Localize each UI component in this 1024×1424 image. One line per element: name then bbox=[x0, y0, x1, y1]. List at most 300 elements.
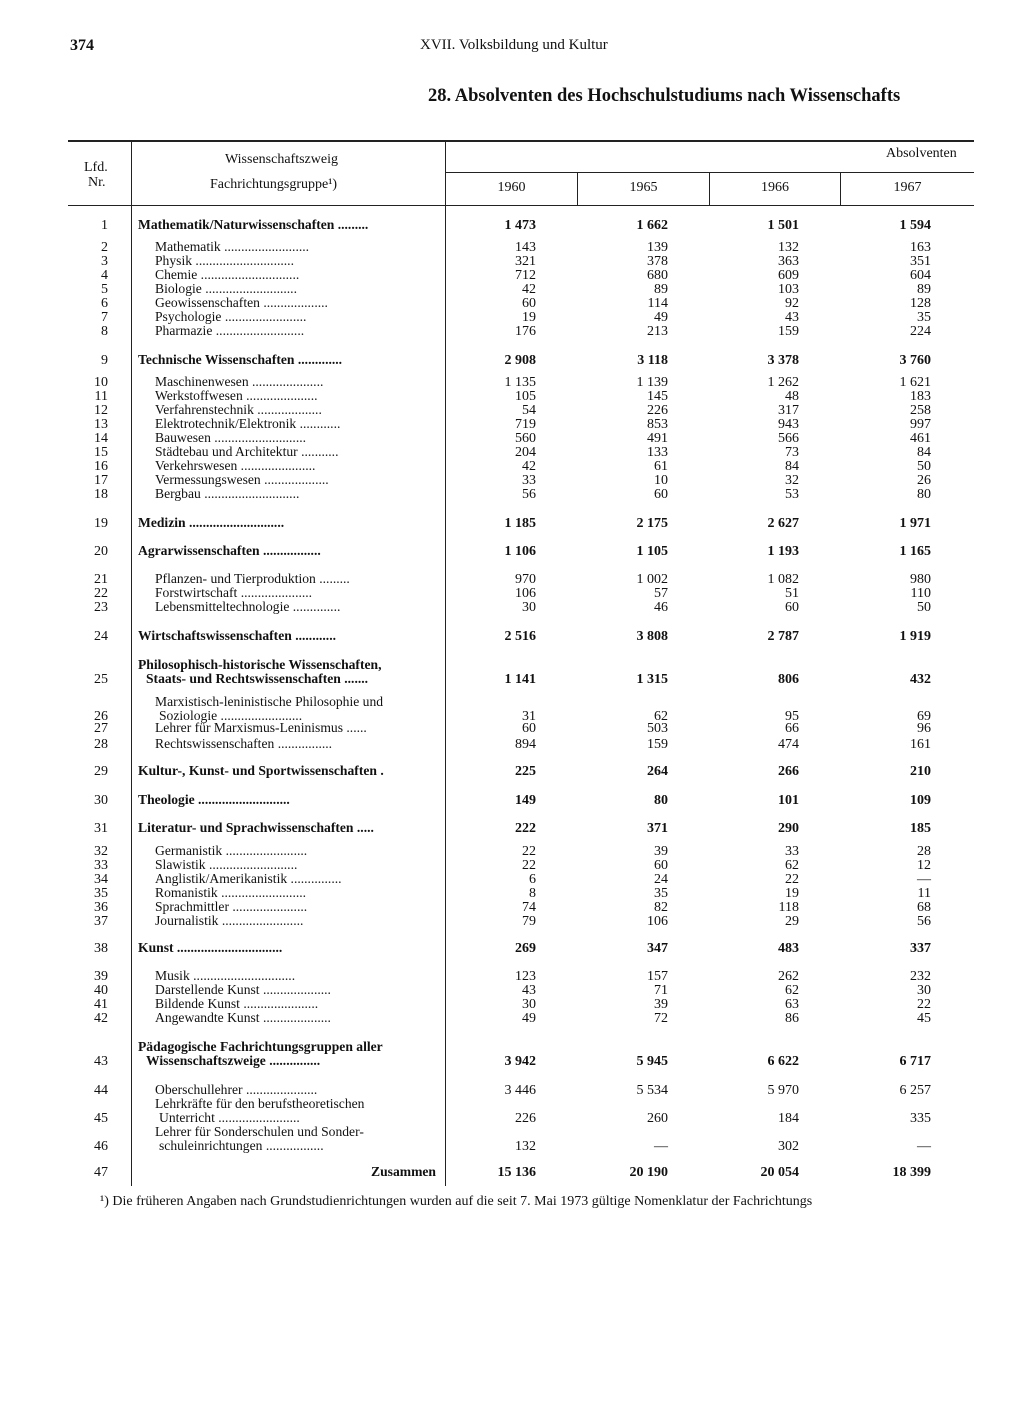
value-1965: 1 139 bbox=[636, 375, 668, 390]
value-1966: 132 bbox=[778, 240, 799, 255]
header-lfd: Lfd. bbox=[84, 160, 108, 175]
value-1965: — bbox=[654, 1139, 668, 1154]
value-1966: 2 787 bbox=[767, 629, 799, 644]
row-label-line: Agrarwissenschaften ................. bbox=[138, 544, 321, 558]
value-1960: 719 bbox=[515, 417, 536, 432]
value-1967: 50 bbox=[917, 600, 931, 615]
row-label-line: Slawistik .......................... bbox=[155, 858, 298, 872]
value-1967: 997 bbox=[910, 417, 931, 432]
value-1967: 1 594 bbox=[899, 218, 931, 233]
footnote: ¹) Die früheren Angaben nach Grundstudienrichtungen wurden auf die seit 7. Mai 1973 gültige Nomenklatur der Fachrichtungs bbox=[100, 1194, 813, 1209]
value-1967: — bbox=[917, 872, 931, 887]
row-label bbox=[155, 1097, 435, 1125]
row-number: 3 bbox=[101, 254, 108, 269]
row-label-line: Biologie ........................... bbox=[155, 282, 297, 296]
row-number: 43 bbox=[94, 1054, 108, 1069]
row-number: 18 bbox=[94, 487, 108, 502]
value-1965: 1 662 bbox=[636, 218, 668, 233]
value-1960: 74 bbox=[522, 900, 536, 915]
value-1966: 566 bbox=[778, 431, 799, 446]
value-1960: 222 bbox=[515, 821, 536, 836]
value-1960: 560 bbox=[515, 431, 536, 446]
value-1966: 33 bbox=[785, 844, 799, 859]
row-label-line: Forstwirtschaft ..................... bbox=[155, 586, 313, 600]
value-1965: 10 bbox=[654, 473, 668, 488]
value-1967: 68 bbox=[917, 900, 931, 915]
row-number: 8 bbox=[101, 324, 108, 339]
value-1965: 62 bbox=[654, 709, 668, 724]
value-1967: 6 257 bbox=[899, 1083, 931, 1098]
value-1965: 213 bbox=[647, 324, 668, 339]
value-1965: 49 bbox=[654, 310, 668, 325]
row-label-line: Staats- und Rechtswissenschaften ....... bbox=[146, 672, 369, 686]
header-wissenschaftszweig: Wissenschaftszweig bbox=[225, 152, 338, 167]
row-number: 6 bbox=[101, 296, 108, 311]
value-1966: 60 bbox=[785, 600, 799, 615]
row-number: 30 bbox=[94, 793, 108, 808]
value-1960: 42 bbox=[522, 459, 536, 474]
row-number: 1 bbox=[101, 218, 108, 233]
value-1960: 22 bbox=[522, 844, 536, 859]
row-label bbox=[155, 572, 435, 586]
value-1960: 149 bbox=[515, 793, 536, 808]
row-label bbox=[155, 886, 435, 900]
row-label-line: Elektrotechnik/Elektronik ............ bbox=[155, 417, 341, 431]
value-1966: 5 970 bbox=[767, 1083, 799, 1098]
value-1967: 128 bbox=[910, 296, 931, 311]
value-1967: 1 621 bbox=[899, 375, 931, 390]
row-label bbox=[155, 600, 435, 614]
row-label-line: Lehrkräfte für den berufstheoretischen bbox=[155, 1097, 365, 1111]
value-1966: 1 501 bbox=[767, 218, 799, 233]
value-1960: 1 185 bbox=[504, 516, 536, 531]
value-1960: 2 908 bbox=[504, 353, 536, 368]
value-1967: 80 bbox=[917, 487, 931, 502]
value-1960: 42 bbox=[522, 282, 536, 297]
row-label-line: Rechtswissenschaften ................ bbox=[155, 737, 333, 751]
row-label-line: Lehrer für Marxismus-Leninismus ...... bbox=[155, 721, 367, 735]
table-title: 28. Absolventen des Hochschulstudiums nach Wissenschafts bbox=[428, 86, 901, 106]
value-1966: 317 bbox=[778, 403, 799, 418]
row-label bbox=[155, 487, 435, 501]
value-1967: 258 bbox=[910, 403, 931, 418]
value-1967: 210 bbox=[910, 764, 931, 779]
value-1966: 1 082 bbox=[767, 572, 799, 587]
row-label bbox=[155, 858, 435, 872]
value-1966: 86 bbox=[785, 1011, 799, 1026]
row-number: 16 bbox=[94, 459, 108, 474]
row-label bbox=[155, 459, 435, 473]
value-1967: 12 bbox=[917, 858, 931, 873]
value-1967: 183 bbox=[910, 389, 931, 404]
row-number: 7 bbox=[101, 310, 108, 325]
value-1966: 103 bbox=[778, 282, 799, 297]
value-1960: 123 bbox=[515, 969, 536, 984]
value-1966: 806 bbox=[778, 672, 799, 687]
row-label bbox=[155, 473, 435, 487]
row-number: 12 bbox=[94, 403, 108, 418]
row-number: 5 bbox=[101, 282, 108, 297]
row-label bbox=[155, 417, 435, 431]
row-label-line: Bauwesen ........................... bbox=[155, 431, 307, 445]
row-label-line: Journalistik ........................ bbox=[155, 914, 304, 928]
row-number: 47 bbox=[94, 1165, 108, 1180]
row-label bbox=[155, 1125, 435, 1153]
row-number: 42 bbox=[94, 1011, 108, 1026]
value-1960: 106 bbox=[515, 586, 536, 601]
value-1965: 57 bbox=[654, 586, 668, 601]
value-1966: 62 bbox=[785, 858, 799, 873]
header-fachrichtungsgruppe: Fachrichtungsgruppe¹) bbox=[210, 177, 338, 192]
row-number: 28 bbox=[94, 737, 108, 752]
value-1960: 31 bbox=[522, 709, 536, 724]
row-number: 41 bbox=[94, 997, 108, 1012]
value-1965: 503 bbox=[647, 721, 668, 736]
row-label-line: Geowissenschaften ................... bbox=[155, 296, 328, 310]
row-label-line: Anglistik/Amerikanistik ............... bbox=[155, 872, 342, 886]
row-label-line: Germanistik ........................ bbox=[155, 844, 308, 858]
value-1966: 53 bbox=[785, 487, 799, 502]
value-1967: 22 bbox=[917, 997, 931, 1012]
row-label-line: Philosophisch-historische Wissenschaften, bbox=[138, 658, 382, 672]
row-label bbox=[155, 268, 435, 282]
row-label bbox=[155, 445, 435, 459]
value-1965: 264 bbox=[647, 764, 668, 779]
row-label bbox=[155, 389, 435, 403]
row-label-line: Werkstoffwesen ..................... bbox=[155, 389, 318, 403]
value-1966: 474 bbox=[778, 737, 799, 752]
value-1967: 35 bbox=[917, 310, 931, 325]
value-1967: 337 bbox=[910, 941, 931, 956]
row-label bbox=[155, 872, 435, 886]
row-label bbox=[138, 1040, 436, 1068]
row-number: 2 bbox=[101, 240, 108, 255]
value-1965: 2 175 bbox=[636, 516, 668, 531]
value-1967: 163 bbox=[910, 240, 931, 255]
row-label-line: Soziologie ........................ bbox=[159, 709, 303, 723]
row-label bbox=[155, 310, 435, 324]
value-1960: 43 bbox=[522, 983, 536, 998]
value-1965: 680 bbox=[647, 268, 668, 283]
row-number: 29 bbox=[94, 764, 108, 779]
row-number: 45 bbox=[94, 1111, 108, 1126]
value-1966: 262 bbox=[778, 969, 799, 984]
value-1967: 84 bbox=[917, 445, 931, 460]
value-1960: 2 516 bbox=[504, 629, 536, 644]
row-number: 22 bbox=[94, 586, 108, 601]
row-label-line: Bildende Kunst ...................... bbox=[155, 997, 319, 1011]
value-1966: 1 193 bbox=[767, 544, 799, 559]
row-label-line: Mathematik/Naturwissenschaften ......... bbox=[138, 218, 369, 232]
value-1966: 95 bbox=[785, 709, 799, 724]
row-number: 38 bbox=[94, 941, 108, 956]
value-1965: 46 bbox=[654, 600, 668, 615]
row-number: 32 bbox=[94, 844, 108, 859]
value-1967: 45 bbox=[917, 1011, 931, 1026]
value-1965: 139 bbox=[647, 240, 668, 255]
row-number: 27 bbox=[94, 721, 108, 736]
value-1967: 161 bbox=[910, 737, 931, 752]
row-label-line: Verkehrswesen ...................... bbox=[155, 459, 316, 473]
row-label-line: Medizin ............................ bbox=[138, 516, 285, 530]
value-1967: 604 bbox=[910, 268, 931, 283]
row-label-line: Maschinenwesen ..................... bbox=[155, 375, 324, 389]
value-1967: 6 717 bbox=[899, 1054, 931, 1069]
row-label-line: schuleinrichtungen ................. bbox=[159, 1139, 324, 1153]
row-label bbox=[155, 431, 435, 445]
value-1965: 347 bbox=[647, 941, 668, 956]
value-1960: 56 bbox=[522, 487, 536, 502]
value-1960: 105 bbox=[515, 389, 536, 404]
value-1966: 363 bbox=[778, 254, 799, 269]
value-1965: 82 bbox=[654, 900, 668, 915]
value-1966: 48 bbox=[785, 389, 799, 404]
value-1967: 26 bbox=[917, 473, 931, 488]
row-label bbox=[155, 900, 435, 914]
value-1966: 2 627 bbox=[767, 516, 799, 531]
row-number: 44 bbox=[94, 1083, 108, 1098]
value-1960: 1 141 bbox=[504, 672, 536, 687]
value-1966: 302 bbox=[778, 1139, 799, 1154]
row-label bbox=[155, 721, 435, 735]
row-number: 9 bbox=[101, 353, 108, 368]
row-label-line: Kultur-, Kunst- und Sportwissenschaften . bbox=[138, 764, 384, 778]
value-1965: 61 bbox=[654, 459, 668, 474]
row-label-line: Romanistik ......................... bbox=[155, 886, 307, 900]
value-1967: 89 bbox=[917, 282, 931, 297]
value-1965: 378 bbox=[647, 254, 668, 269]
value-1960: 176 bbox=[515, 324, 536, 339]
value-1966: 84 bbox=[785, 459, 799, 474]
row-label-line: Sprachmittler ...................... bbox=[155, 900, 308, 914]
row-number: 36 bbox=[94, 900, 108, 915]
value-1967: 432 bbox=[910, 672, 931, 687]
row-label bbox=[138, 658, 436, 686]
value-1960: 970 bbox=[515, 572, 536, 587]
value-1966: 266 bbox=[778, 764, 799, 779]
value-1965: 853 bbox=[647, 417, 668, 432]
row-number: 34 bbox=[94, 872, 108, 887]
value-1960: 49 bbox=[522, 1011, 536, 1026]
value-1967: 224 bbox=[910, 324, 931, 339]
value-1960: 60 bbox=[522, 296, 536, 311]
value-1966: 92 bbox=[785, 296, 799, 311]
value-1965: 60 bbox=[654, 858, 668, 873]
row-label bbox=[138, 629, 436, 643]
row-label-line: Lehrer für Sonderschulen und Sonder- bbox=[155, 1125, 364, 1139]
value-1960: 894 bbox=[515, 737, 536, 752]
value-1960: 19 bbox=[522, 310, 536, 325]
row-number: 13 bbox=[94, 417, 108, 432]
running-head: XVII. Volksbildung und Kultur bbox=[420, 37, 608, 53]
value-1967: 335 bbox=[910, 1111, 931, 1126]
row-label bbox=[138, 821, 436, 835]
row-label-line: Chemie ............................. bbox=[155, 268, 300, 282]
value-1960: 132 bbox=[515, 1139, 536, 1154]
value-1967: 56 bbox=[917, 914, 931, 929]
row-label-line: Darstellende Kunst .................... bbox=[155, 983, 331, 997]
value-1960: 3 446 bbox=[504, 1083, 536, 1098]
value-1965: 371 bbox=[647, 821, 668, 836]
value-1966: 32 bbox=[785, 473, 799, 488]
value-1967: — bbox=[917, 1139, 931, 1154]
value-1960: 22 bbox=[522, 858, 536, 873]
value-1966: 943 bbox=[778, 417, 799, 432]
value-1966: 51 bbox=[785, 586, 799, 601]
row-label-line: Physik ............................. bbox=[155, 254, 294, 268]
row-label-line: Lebensmitteltechnologie .............. bbox=[155, 600, 341, 614]
value-1965: 1 105 bbox=[636, 544, 668, 559]
value-1965: 1 002 bbox=[636, 572, 668, 587]
row-label bbox=[138, 793, 436, 807]
row-label bbox=[155, 844, 435, 858]
value-1965: 5 534 bbox=[636, 1083, 668, 1098]
row-label-line: Vermessungswesen ................... bbox=[155, 473, 329, 487]
row-label bbox=[155, 282, 435, 296]
row-label-line: Verfahrenstechnik ................... bbox=[155, 403, 322, 417]
row-number: 14 bbox=[94, 431, 108, 446]
value-1966: 3 378 bbox=[767, 353, 799, 368]
value-1967: 110 bbox=[910, 586, 931, 601]
value-1965: 3 808 bbox=[636, 629, 668, 644]
row-label-line: Pharmazie .......................... bbox=[155, 324, 305, 338]
row-label bbox=[155, 1083, 435, 1097]
value-1960: 1 106 bbox=[504, 544, 536, 559]
value-1967: 185 bbox=[910, 821, 931, 836]
header-absolventen: Absolventen bbox=[886, 146, 957, 161]
row-number: 39 bbox=[94, 969, 108, 984]
header-nr: Nr. bbox=[88, 175, 106, 190]
value-1960: 30 bbox=[522, 600, 536, 615]
value-1965: 114 bbox=[647, 296, 668, 311]
value-1965: 1 315 bbox=[636, 672, 668, 687]
value-1965: 20 190 bbox=[629, 1165, 668, 1180]
page-number: 374 bbox=[70, 37, 94, 54]
value-1965: 133 bbox=[647, 445, 668, 460]
value-1965: 260 bbox=[647, 1111, 668, 1126]
row-label bbox=[155, 240, 435, 254]
row-number: 4 bbox=[101, 268, 108, 283]
row-label bbox=[155, 375, 435, 389]
value-1960: 226 bbox=[515, 1111, 536, 1126]
value-1965: 71 bbox=[654, 983, 668, 998]
row-label-line: Angewandte Kunst .................... bbox=[155, 1011, 331, 1025]
row-number: 21 bbox=[94, 572, 108, 587]
value-1960: 3 942 bbox=[504, 1054, 536, 1069]
value-1966: 159 bbox=[778, 324, 799, 339]
row-number: 40 bbox=[94, 983, 108, 998]
value-1960: 321 bbox=[515, 254, 536, 269]
value-1967: 1 971 bbox=[899, 516, 931, 531]
value-1966: 63 bbox=[785, 997, 799, 1012]
value-1960: 79 bbox=[522, 914, 536, 929]
row-label-line: Mathematik ......................... bbox=[155, 240, 310, 254]
value-1966: 19 bbox=[785, 886, 799, 901]
value-1960: 15 136 bbox=[497, 1165, 536, 1180]
header-year-1966: 1966 bbox=[761, 180, 789, 195]
value-1966: 66 bbox=[785, 721, 799, 736]
header-year-1967: 1967 bbox=[893, 180, 922, 195]
row-label bbox=[155, 324, 435, 338]
value-1960: 8 bbox=[529, 886, 536, 901]
row-number: 19 bbox=[94, 516, 108, 531]
row-label bbox=[138, 1165, 436, 1179]
row-label bbox=[155, 586, 435, 600]
value-1967: 28 bbox=[917, 844, 931, 859]
row-number: 24 bbox=[94, 629, 108, 644]
row-label bbox=[155, 997, 435, 1011]
value-1965: 491 bbox=[647, 431, 668, 446]
row-number: 33 bbox=[94, 858, 108, 873]
value-1967: 18 399 bbox=[892, 1165, 931, 1180]
value-1966: 483 bbox=[778, 941, 799, 956]
row-number: 25 bbox=[94, 672, 108, 687]
value-1966: 118 bbox=[778, 900, 799, 915]
row-number: 37 bbox=[94, 914, 108, 929]
row-number: 17 bbox=[94, 473, 108, 488]
value-1960: 1 473 bbox=[504, 218, 536, 233]
row-label-line: Literatur- und Sprachwissenschaften ..... bbox=[138, 821, 374, 835]
value-1960: 143 bbox=[515, 240, 536, 255]
value-1966: 43 bbox=[785, 310, 799, 325]
row-label-line: Pädagogische Fachrichtungsgruppen aller bbox=[138, 1040, 383, 1054]
header-year-1965: 1965 bbox=[629, 180, 658, 195]
row-label bbox=[138, 353, 436, 367]
value-1966: 73 bbox=[785, 445, 799, 460]
row-number: 46 bbox=[94, 1139, 108, 1154]
value-1965: 226 bbox=[647, 403, 668, 418]
value-1960: 54 bbox=[522, 403, 536, 418]
value-1965: 39 bbox=[654, 844, 668, 859]
value-1967: 69 bbox=[917, 709, 931, 724]
row-label bbox=[138, 941, 436, 955]
row-label-line: Zusammen bbox=[371, 1165, 436, 1179]
value-1966: 29 bbox=[785, 914, 799, 929]
value-1966: 184 bbox=[778, 1111, 799, 1126]
row-label bbox=[155, 737, 435, 751]
value-1960: 712 bbox=[515, 268, 536, 283]
value-1966: 6 622 bbox=[767, 1054, 799, 1069]
row-number: 10 bbox=[94, 375, 108, 390]
row-label-line: Unterricht ........................ bbox=[159, 1111, 300, 1125]
value-1967: 50 bbox=[917, 459, 931, 474]
row-label-line: Technische Wissenschaften ............. bbox=[138, 353, 343, 367]
value-1966: 1 262 bbox=[767, 375, 799, 390]
value-1960: 6 bbox=[529, 872, 536, 887]
value-1967: 1 919 bbox=[899, 629, 931, 644]
value-1965: 35 bbox=[654, 886, 668, 901]
value-1967: 11 bbox=[917, 886, 931, 901]
value-1965: 3 118 bbox=[637, 353, 668, 368]
value-1967: 980 bbox=[910, 572, 931, 587]
value-1965: 89 bbox=[654, 282, 668, 297]
value-1967: 3 760 bbox=[899, 353, 931, 368]
value-1967: 232 bbox=[910, 969, 931, 984]
value-1965: 60 bbox=[654, 487, 668, 502]
value-1966: 62 bbox=[785, 983, 799, 998]
row-label bbox=[138, 764, 436, 778]
row-label bbox=[138, 516, 436, 530]
row-number: 11 bbox=[94, 389, 108, 404]
row-label bbox=[138, 544, 436, 558]
row-label bbox=[138, 218, 436, 232]
value-1960: 1 135 bbox=[504, 375, 536, 390]
row-label-line: Psychologie ........................ bbox=[155, 310, 307, 324]
value-1965: 159 bbox=[647, 737, 668, 752]
row-number: 26 bbox=[94, 709, 108, 724]
row-label bbox=[155, 296, 435, 310]
row-label bbox=[155, 983, 435, 997]
